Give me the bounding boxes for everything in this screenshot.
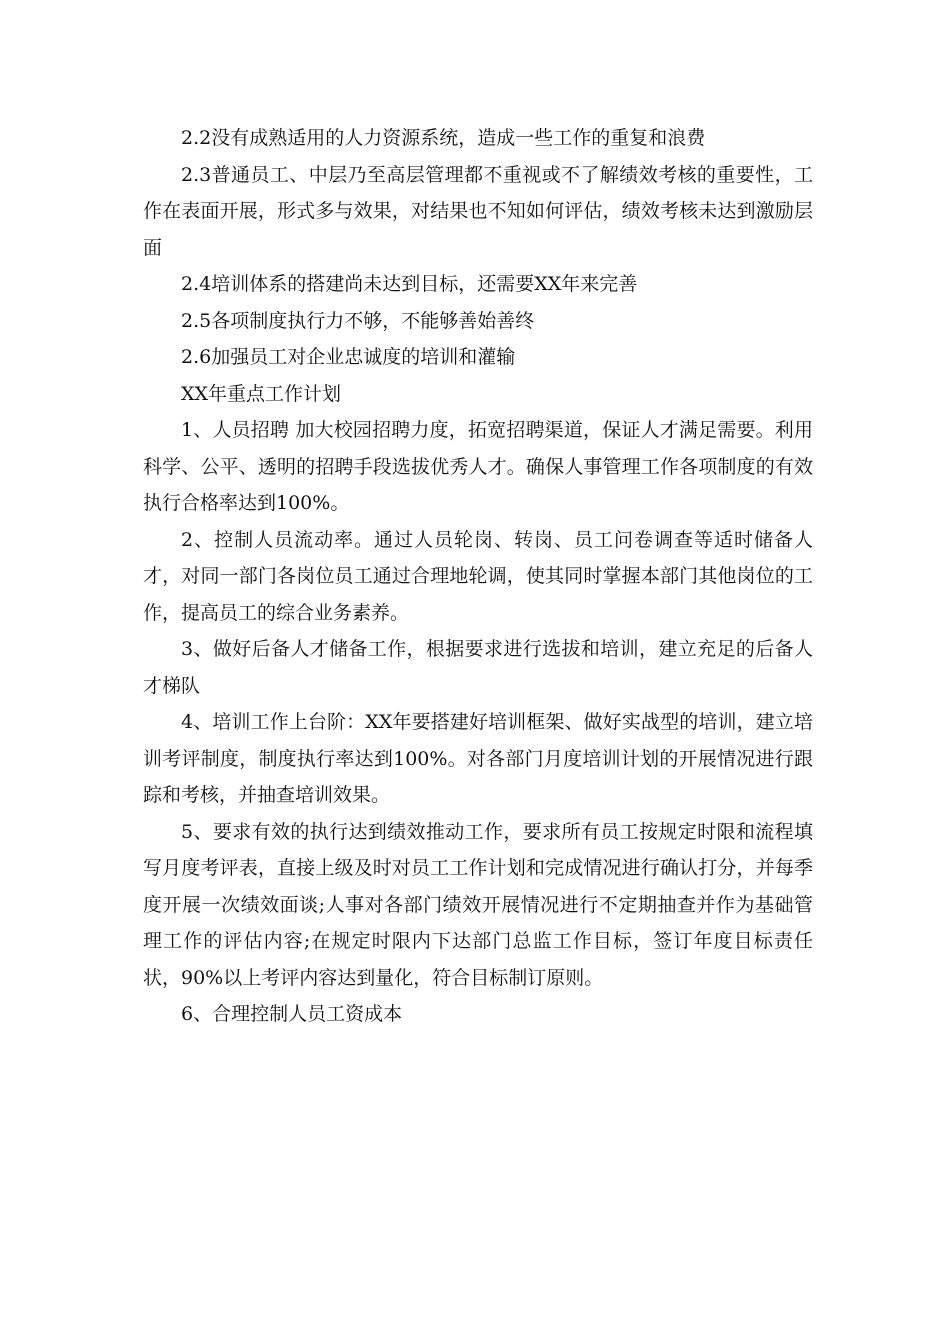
paragraph-2-3: 2.3普通员工、中层乃至高层管理都不重视或不了解绩效考核的重要性，工作在表面开展，形式多与效果，对结果也不知如何评估，绩效考核未达到激励层面 bbox=[143, 163, 813, 259]
document-body bbox=[143, 120, 813, 1033]
paragraph-plan-4: 4、培训工作上台阶：XX年要搭建好培训框架、做好实战型的培训，建立培训考评制度，制度执行率达到100%。对各部门月度培训计划的开展情况进行跟踪和考核，并抽查培训效果。 bbox=[143, 711, 813, 806]
paragraph-plan-6: 6、合理控制人员工资成本 bbox=[181, 1003, 403, 1025]
paragraph-2-6: 2.6加强员工对企业忠诚度的培训和灌输 bbox=[181, 346, 516, 368]
paragraph-2-2: 2.2没有成熟适用的人力资源系统，造成一些工作的重复和浪费 bbox=[181, 127, 706, 149]
paragraph-plan-3: 3、做好后备人才储备工作，根据要求进行选拔和培训，建立充足的后备人才梯队 bbox=[143, 638, 813, 697]
section-heading-work-plan: XX年重点工作计划 bbox=[181, 382, 342, 405]
paragraph-plan-5: 5、要求有效的执行达到绩效推动工作，要求所有员工按规定时限和流程填写月度考评表，直接上级及时对员工工作计划和完成情况进行确认打分，并每季度开展一次绩效面谈;人事对各部门绩效开展情况进行不定期抽查并作为基础管理工作的评估内容;在规定时限内下达部门总监工作目标，签订年度目标责任状，90%以上考评内容达到量化，符合目标制订原则。 bbox=[143, 820, 813, 989]
paragraph-plan-1: 1、人员招聘 加大校园招聘力度，拓宽招聘渠道，保证人才满足需要。利用科学、公平、透明的招聘手段选拔优秀人才。确保人事管理工作各项制度的有效执行合格率达到100%。 bbox=[143, 419, 813, 514]
paragraph-2-5: 2.5各项制度执行力不够，不能够善始善终 bbox=[181, 309, 535, 332]
paragraph-plan-2: 2、控制人员流动率。通过人员轮岗、转岗、员工问卷调查等适时储备人才，对同一部门各岗位员工通过合理地轮调，使其同时掌握本部门其他岗位的工作，提高员工的综合业务素养。 bbox=[143, 528, 813, 624]
paragraph-2-4: 2.4培训体系的搭建尚未达到目标，还需要XX年来完善 bbox=[181, 273, 638, 295]
